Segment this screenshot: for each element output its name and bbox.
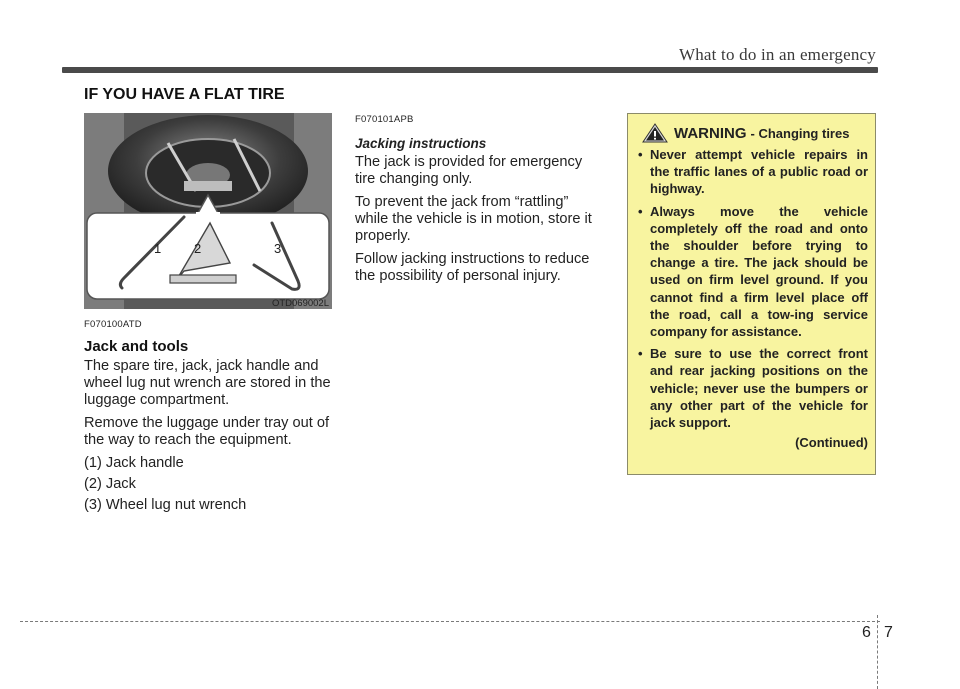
bullet: • (638, 346, 643, 362)
footer-rule (20, 621, 880, 622)
section-title: IF YOU HAVE A FLAT TIRE (84, 86, 285, 103)
chapter-number: 6 (862, 624, 871, 641)
continued-label: (Continued) (795, 435, 868, 451)
photo-code: OTD069002L (271, 298, 329, 309)
warning-item-2: • Always move the vehicle completely off the road and onto the shoulder before trying to change a tire. The jack should be used on firm level ground. If you cannot find a firm level place off the road, call a tow-ing service company for assistance. (638, 203, 868, 340)
page-number-separator (877, 615, 878, 689)
left-column (84, 316, 332, 520)
bullet: • (638, 147, 643, 162)
warning-subtitle: - Changing tires (750, 125, 850, 141)
tool-item-3: (3) Wheel lug nut wrench (84, 497, 247, 513)
warning-box (627, 113, 876, 475)
warning-item-3: • Be sure to use the correct front and rear jacking positions on the vehicle; never use the bumpers or any other part of the vehicle for jack support. (638, 346, 868, 431)
tools-photo (84, 113, 332, 309)
left-section-code: F070100ATD (84, 319, 142, 330)
warning-item-1: • Never attempt vehicle repairs in the traffic lanes of a public road or highway. (638, 147, 868, 197)
middle-paragraph-3: Follow jacking instructions to reduce the possibility of personal injury. (355, 251, 590, 284)
callout-2: 2 (194, 241, 202, 256)
callout-3: 3 (274, 241, 282, 256)
warning-list (638, 146, 868, 451)
jacking-instructions-heading: Jacking instructions (355, 136, 487, 151)
middle-paragraph-1: The jack is provided for emergency tire changing only. (355, 154, 583, 187)
tool-item-2: (2) Jack (84, 476, 136, 492)
spare-tire-illustration (84, 113, 332, 309)
page-number: 7 (884, 624, 893, 641)
warning-triangle-icon (642, 123, 668, 143)
jack-and-tools-heading: Jack and tools (84, 338, 189, 355)
warning-header (642, 123, 868, 143)
callout-1: 1 (154, 241, 162, 256)
middle-column (355, 111, 605, 291)
tool-item-1: (1) Jack handle (84, 455, 184, 471)
header-rule (62, 67, 878, 73)
middle-paragraph-2: To prevent the jack from “rattling” while the vehicle is in motion, store it properly. (355, 194, 592, 244)
warning-title: WARNING (674, 124, 747, 142)
left-paragraph-2: Remove the luggage under tray out of the way to reach the equipment. (84, 415, 330, 448)
bullet: • (638, 203, 643, 219)
middle-section-code: F070101APB (355, 114, 414, 125)
chapter-title: What to do in an emergency (678, 45, 876, 64)
left-paragraph-1: The spare tire, jack, jack handle and wheel lug nut wrench are stored in the luggage compartment. (84, 358, 331, 408)
